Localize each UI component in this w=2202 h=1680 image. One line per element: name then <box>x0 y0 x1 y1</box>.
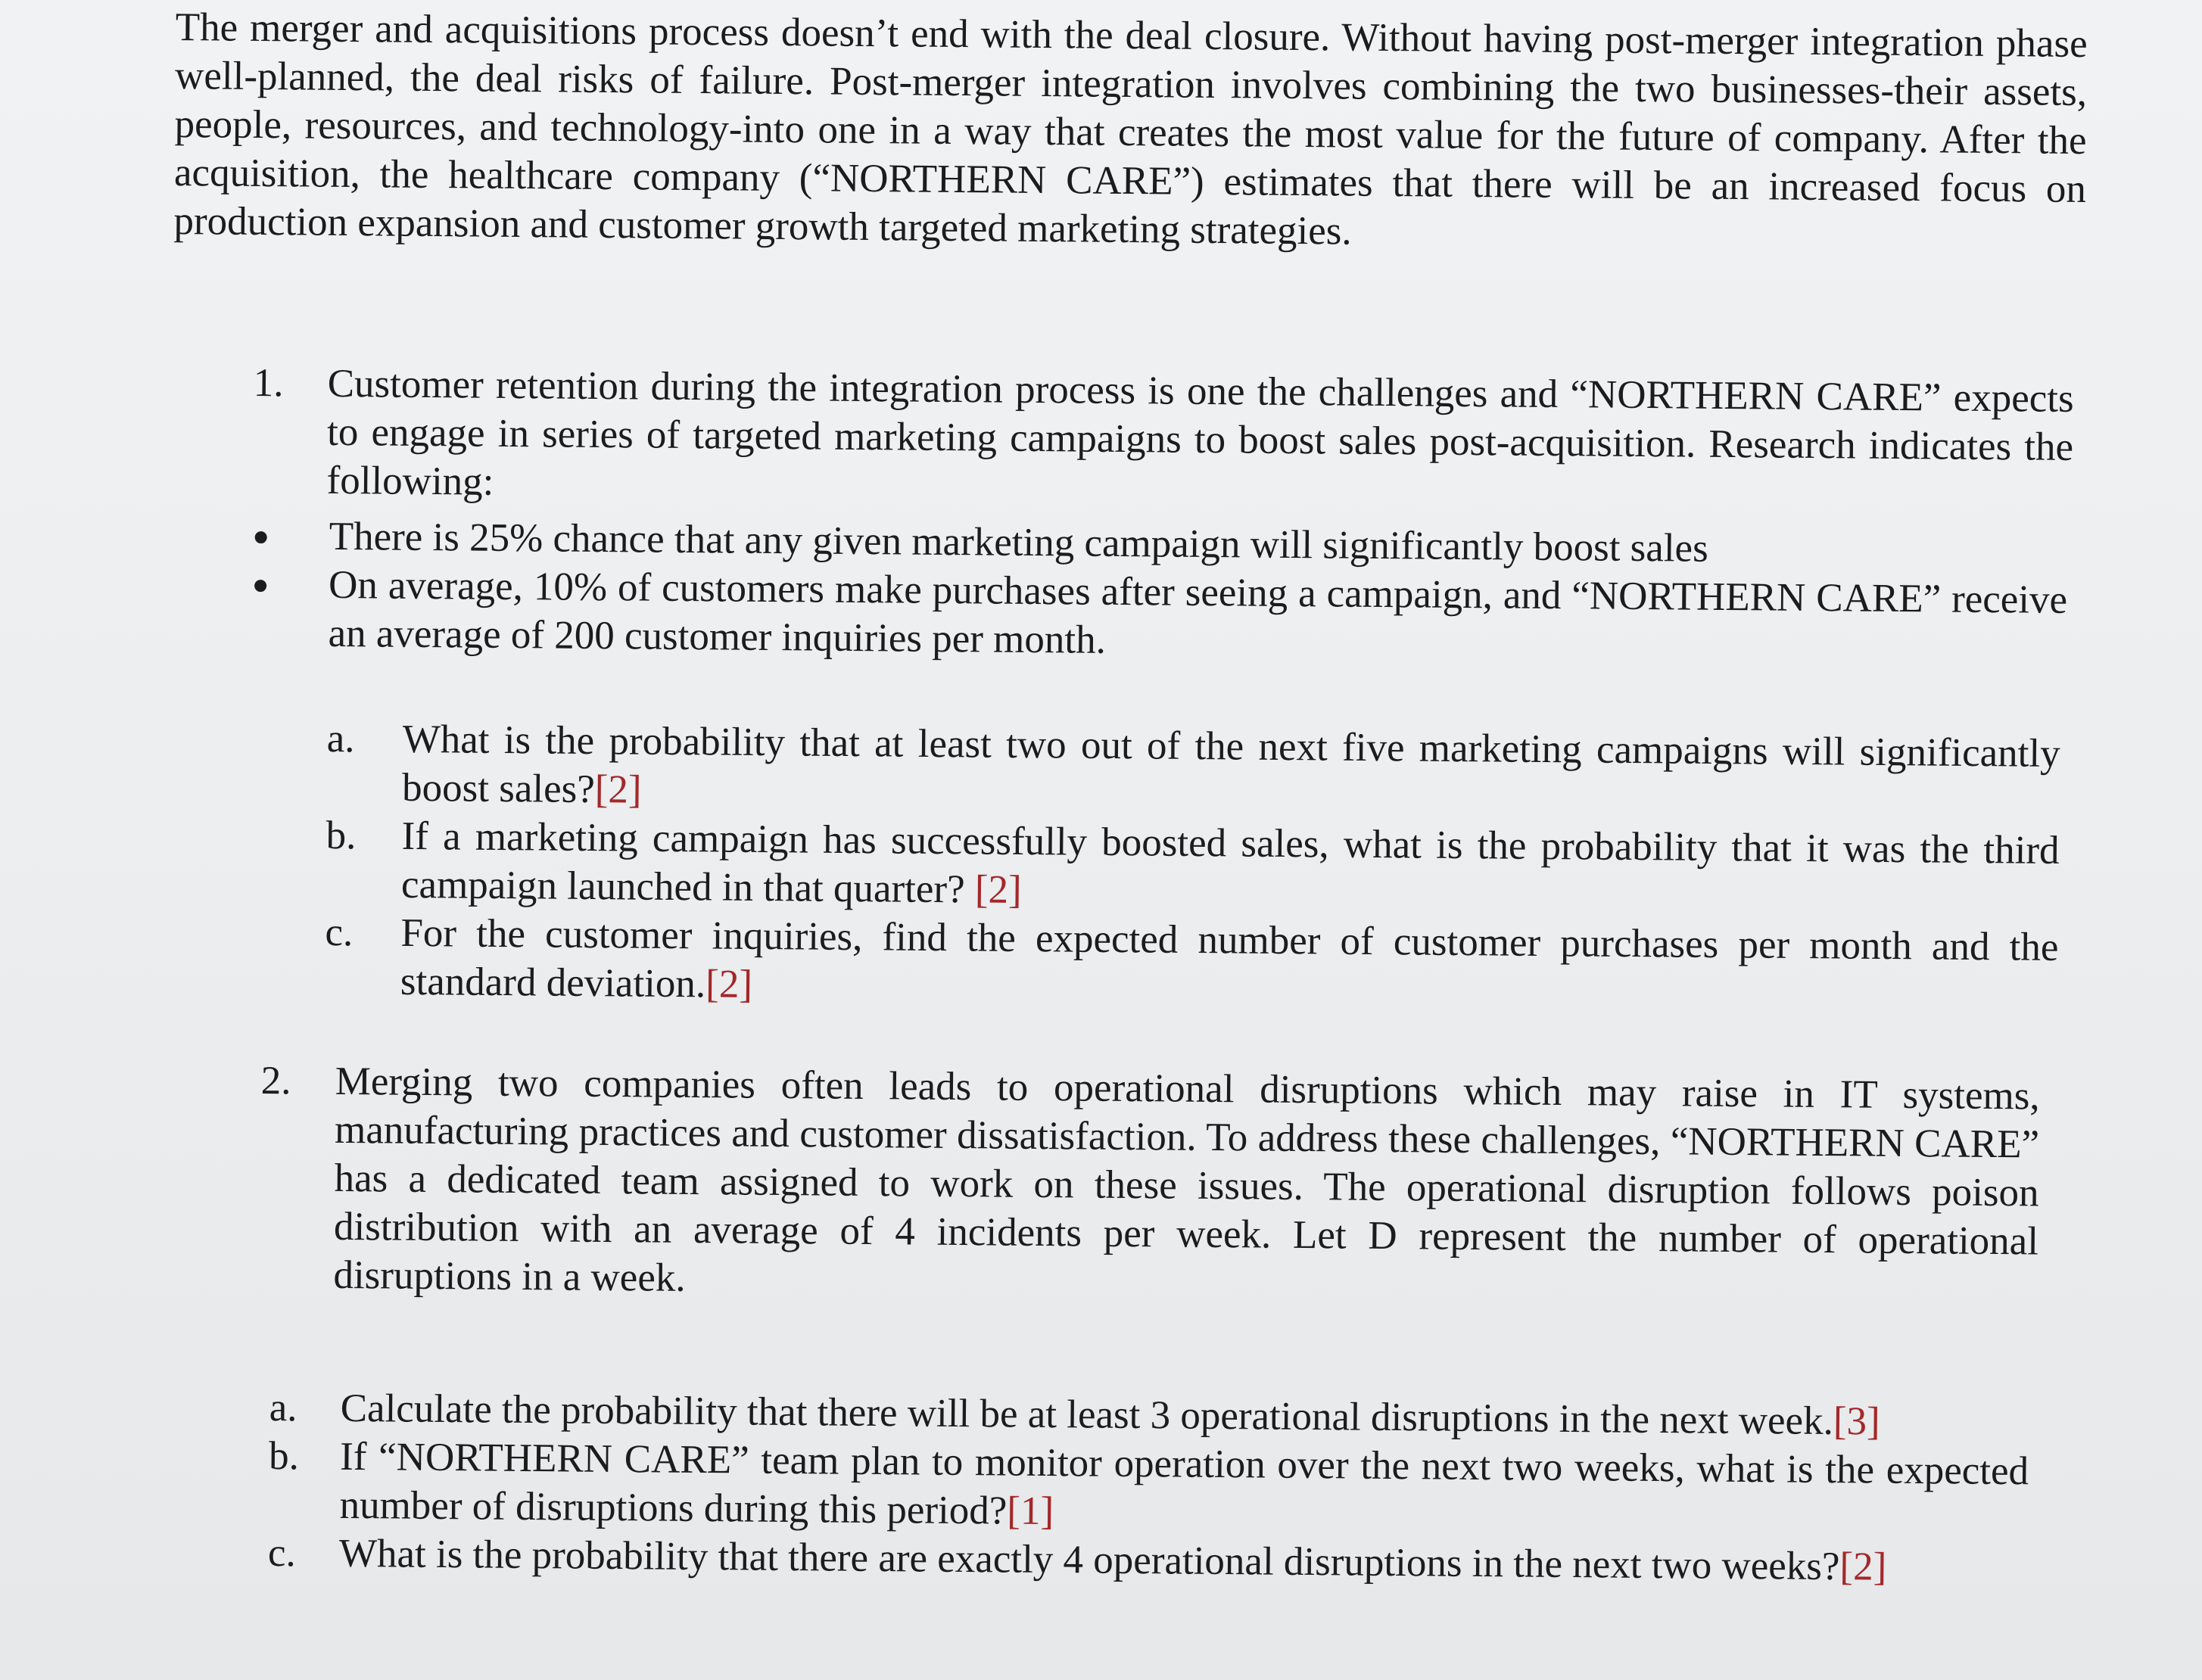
bullet-dot-icon <box>251 512 329 561</box>
marks-badge: [2] <box>974 867 1022 913</box>
question-1 <box>252 359 2074 520</box>
marks-badge: [2] <box>1839 1545 1887 1589</box>
part-text: Calculate the probability that there will be at least 3 operational disruptions in the next week. <box>340 1386 1834 1444</box>
question-1-part-c <box>325 908 2059 1020</box>
marks-badge: [1] <box>1007 1489 1054 1534</box>
bullet-text: On average, 10% of customers make purchases after seeing a campaign, and “NORTHERN CARE” receive an average of 200 customer inquiries per month. <box>328 562 2068 662</box>
part-text: What is the probability that at least two out of the next five marketing campaigns will significantly boost sales? <box>401 717 2060 812</box>
question-2-part-b <box>268 1432 2029 1544</box>
question-1-part-a <box>326 714 2060 826</box>
bullet-text: There is 25% chance that any given marketing campaign will significantly boost sales <box>329 514 1708 571</box>
part-text: If a marketing campaign has successfully boosted sales, what is the probability that it was the third campaign launched in that quarter? <box>400 814 2060 912</box>
question-2-parts <box>268 1383 2029 1592</box>
question-2 <box>259 1056 2040 1314</box>
part-letter: b. <box>325 813 357 858</box>
bullet-item <box>250 560 2067 673</box>
question-1-part-b <box>325 811 2060 923</box>
marks-badge: [2] <box>594 767 642 812</box>
part-letter: a. <box>326 716 355 761</box>
part-letter: c. <box>267 1530 297 1576</box>
part-letter: a. <box>269 1385 297 1430</box>
part-letter: c. <box>325 910 354 955</box>
part-text: For the customer inquiries, find the expected number of customer purchases per month and the standard deviation. <box>400 910 2059 1006</box>
question-1-number: 1. <box>253 360 284 406</box>
marks-badge: [2] <box>705 962 753 1006</box>
intro-paragraph: The merger and acquisitions process doesn’t end with the deal closure. Without having post-merger integration phase well-planned, the deal risks of failure. Post-merger integration involves combining the two businesses-their assets, people, resources, and technology-into one in a way that creates the most value for the future of company. After the acquisition, the healthcare company (“NORTHERN CARE”) estimates that there will be an increased focus on production expansion and customer growth targeted marketing strategies. <box>173 5 2088 254</box>
question-1-text: Customer retention during the integration process is one the challenges and “NORTHERN CARE” expects to engage in series of targeted marketing campaigns to boost sales post-acquisition. Research indicates the following: <box>326 361 2074 504</box>
bullet-dot-icon <box>251 560 329 609</box>
part-text: What is the probability that there are exactly 4 operational disruptions in the next two weeks? <box>338 1531 1840 1589</box>
question-2-text: Merging two companies often leads to operational disruptions which may raise in IT systems, manufacturing practices and customer dissatisfaction. To address these challenges, “NORTHERN CARE” has a dedicated team assigned to work on these issues. The operational disruption follows poison distribution with an average of 4 incidents per week. Let D represent the number of operational disruptions in a week. <box>333 1059 2040 1300</box>
part-letter: b. <box>268 1433 300 1479</box>
part-text: If “NORTHERN CARE” team plan to monitor operation over the next two weeks, what is the expected number of disruptions during this period? <box>339 1434 2029 1533</box>
question-1-parts <box>325 714 2060 1020</box>
question-2-number: 2. <box>260 1058 291 1103</box>
marks-badge: [3] <box>1833 1399 1880 1444</box>
question-1-bullets <box>250 512 2068 673</box>
